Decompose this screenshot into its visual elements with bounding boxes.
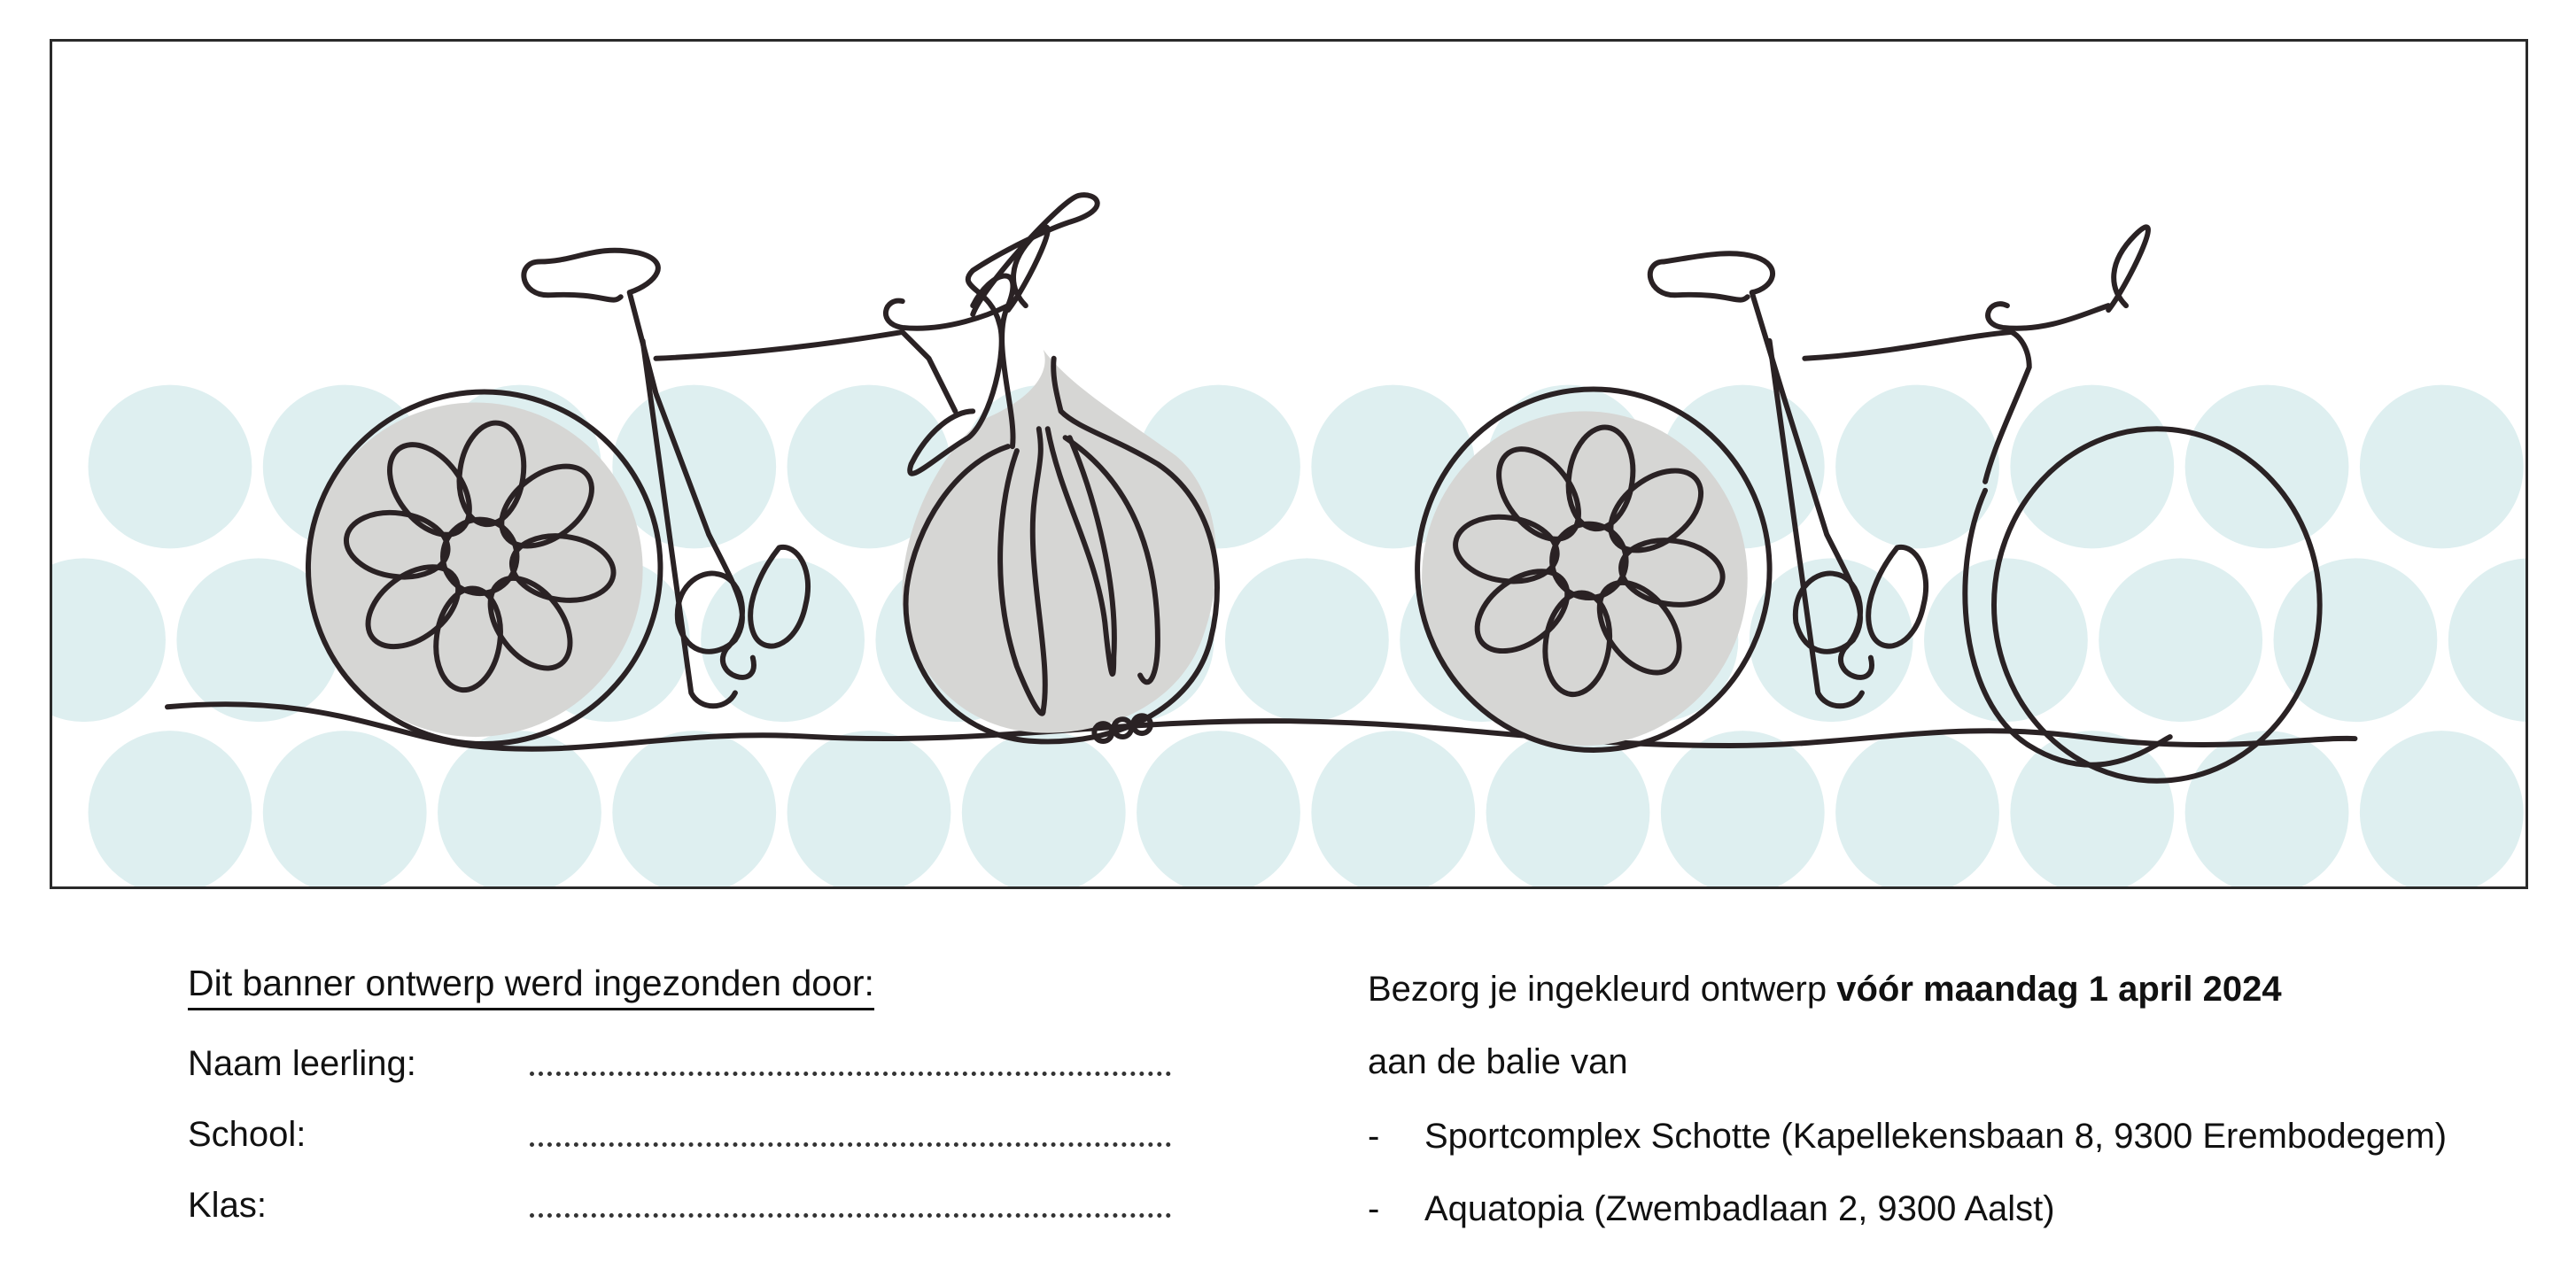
deadline-line — [1368, 967, 2282, 1011]
background-dot — [2448, 558, 2526, 722]
background-dot — [52, 558, 166, 722]
background-dot — [1486, 731, 1650, 886]
background-dot — [1311, 731, 1475, 886]
bullet-dash: - — [1368, 1189, 1380, 1228]
location-text: Sportcomplex Schotte (Kapellekensbaan 8, 9300 Erembodegem) — [1424, 1117, 2448, 1156]
class-label: Klas: — [188, 1186, 267, 1225]
delivery-location-intro: aan de balie van — [1368, 1042, 1628, 1081]
background-dot — [89, 731, 252, 886]
background-dot — [1750, 558, 1913, 722]
background-dot — [438, 731, 601, 886]
background-dot — [1835, 731, 1999, 886]
student-name-field[interactable] — [530, 1072, 1171, 1076]
school-row — [188, 1112, 1207, 1157]
school-field[interactable] — [530, 1142, 1171, 1147]
background-dot — [2185, 731, 2349, 886]
submission-form — [188, 962, 1207, 1225]
form-heading: Dit banner ontwerp werd ingezonden door: — [188, 962, 874, 1010]
background-dot — [962, 731, 1126, 886]
background-dot — [612, 731, 776, 886]
student-name-label: Naam leerling: — [188, 1044, 416, 1083]
banner-illustration-frame — [50, 39, 2528, 889]
background-dot — [2010, 385, 2174, 549]
deadline-prefix: Bezorg je ingekleurd ontwerp — [1368, 970, 1837, 1009]
deadline-date: vóór maandag 1 april 2024 — [1836, 970, 2282, 1009]
background-dot — [2360, 731, 2524, 886]
background-dot — [788, 731, 951, 886]
background-dot — [2010, 731, 2174, 886]
background-dot — [2099, 558, 2262, 722]
background-dot — [2185, 385, 2349, 549]
background-dot — [1661, 731, 1825, 886]
background-dot — [1924, 558, 2088, 722]
class-row — [188, 1183, 1207, 1227]
school-label: School: — [188, 1115, 306, 1154]
background-dot — [1137, 731, 1300, 886]
background-dot — [2360, 385, 2524, 549]
class-field[interactable] — [530, 1213, 1171, 1218]
background-dot — [263, 731, 427, 886]
background-dot — [89, 385, 252, 549]
background-dot — [1225, 558, 1389, 722]
bullet-dash: - — [1368, 1117, 1380, 1156]
student-name-row — [188, 1041, 1207, 1086]
background-dot — [612, 385, 776, 549]
location-text: Aquatopia (Zwembadlaan 2, 9300 Aalst) — [1424, 1189, 2055, 1228]
line-art-illustration — [52, 42, 2526, 886]
